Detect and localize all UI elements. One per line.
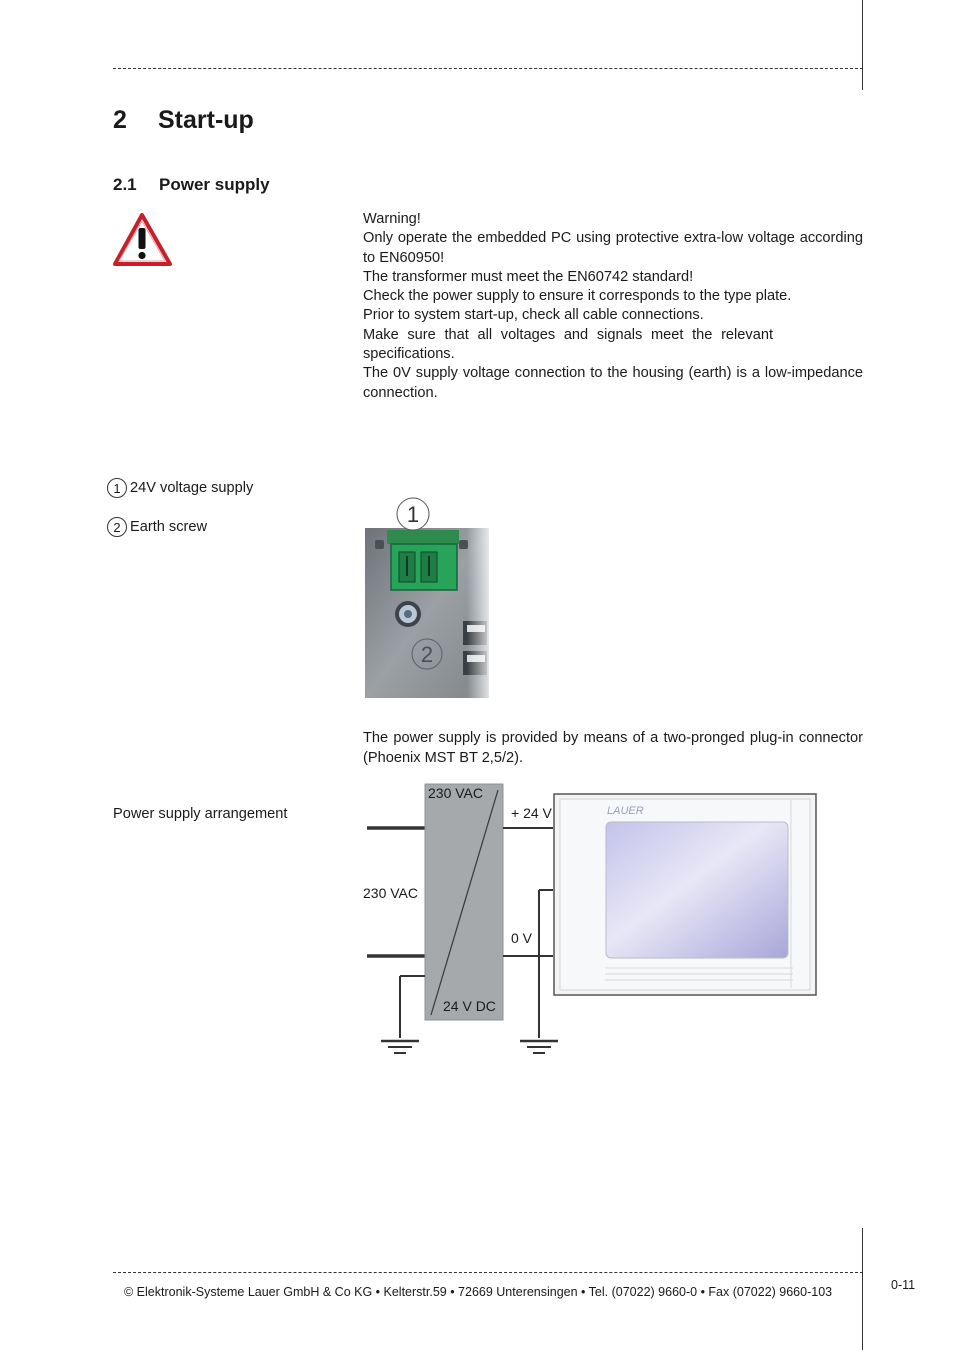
label-230vac-left: 230 VAC	[363, 885, 418, 901]
warning-line: Make sure that all voltages and signals meet the relevant specifications.	[363, 326, 773, 363]
chapter-number: 2	[113, 106, 127, 134]
footer-text: © Elektronik-Systeme Lauer GmbH & Co KG • Kelterstr.59 • 72669 Unterensingen • Tel. (07022) 9660-0 • Fax (07022) 9660-103	[124, 1285, 833, 1299]
section-number: 2.1	[113, 175, 137, 194]
photo-callout-2: 2	[420, 642, 434, 667]
label-230vac-top: 230 VAC	[428, 785, 483, 801]
power-supply-diagram	[363, 780, 823, 1065]
top-dashed-rule	[113, 68, 863, 69]
bottom-margin-line	[862, 1228, 863, 1350]
warning-line: Only operate the embedded PC using protective extra-low voltage according to EN60950!	[363, 230, 863, 266]
diagram-caption: Power supply arrangement	[113, 806, 288, 822]
chapter-heading	[113, 106, 254, 135]
page-number: 0-11	[891, 1278, 916, 1292]
legend-label: 24V voltage supply	[130, 480, 254, 496]
photo-callout-1: 1	[406, 502, 420, 527]
label-24vdc: 24 V DC	[443, 998, 496, 1014]
warning-text	[363, 210, 863, 403]
warning-line: Prior to system start-up, check all cable connections.	[363, 307, 704, 324]
legend-item-voltage-supply	[107, 478, 253, 498]
legend-item-earth-screw	[107, 517, 207, 537]
warning-line: The 0V supply voltage connection to the housing (earth) is a low-impedance connection.	[363, 365, 863, 401]
callout-number: 1	[107, 478, 127, 498]
top-margin-line	[862, 0, 863, 90]
label-plus-24v: + 24 V	[511, 805, 552, 821]
connector-photo	[363, 496, 493, 701]
warning-line: The transformer must meet the EN60742 standard!	[363, 268, 694, 285]
label-0v: 0 V	[511, 930, 533, 946]
power-connector-paragraph: The power supply is provided by means of a two-pronged plug-in connector (Phoenix MST BT 2,5/2).	[363, 730, 863, 766]
section-title: Power supply	[159, 175, 270, 194]
chapter-title: Start-up	[158, 106, 254, 134]
warning-triangle-icon	[113, 212, 173, 267]
section-heading	[113, 175, 270, 195]
brand-logo: LAUER	[607, 805, 644, 817]
bottom-dashed-rule	[113, 1272, 863, 1273]
warning-line: Warning!	[363, 211, 421, 227]
callout-number: 2	[107, 517, 127, 537]
warning-line: Check the power supply to ensure it corresponds to the type plate.	[363, 288, 792, 305]
legend-label: Earth screw	[130, 519, 208, 535]
